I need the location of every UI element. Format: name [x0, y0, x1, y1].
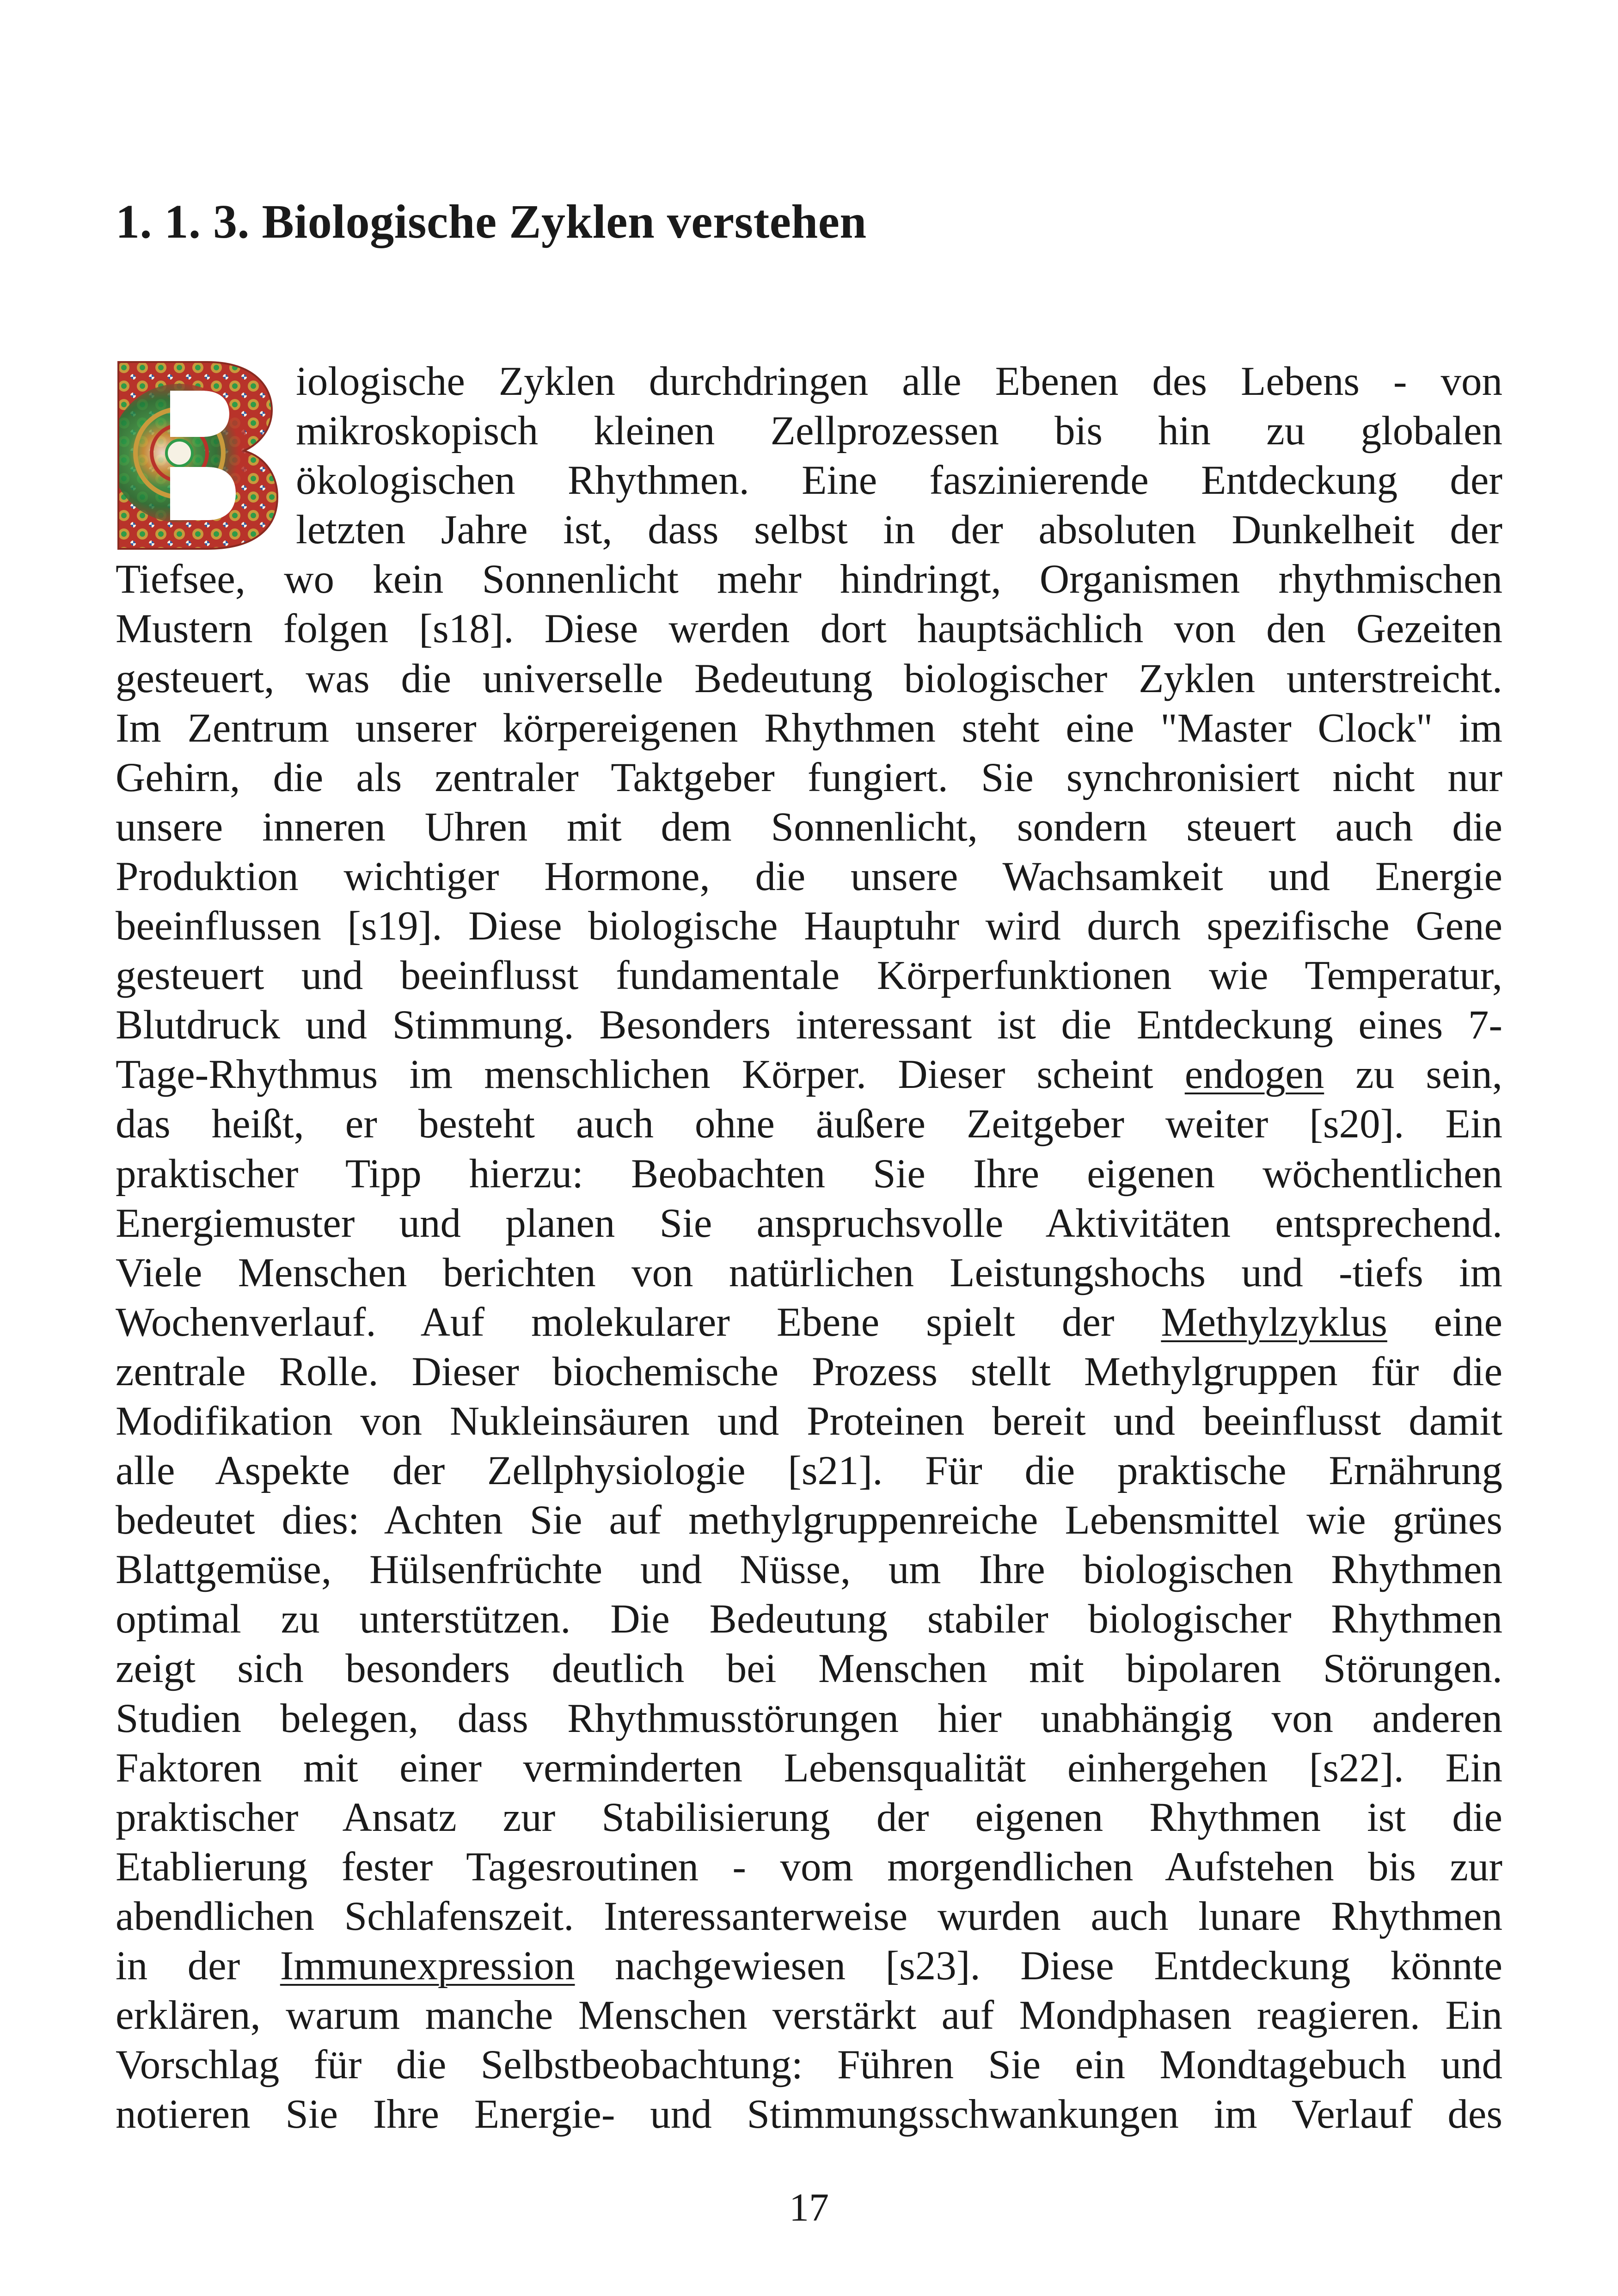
text-line: Blattgemüse, Hülsenfrüchte und Nüsse, um Ihre biologischen Rhythmen: [116, 1547, 1502, 1593]
text-line: praktischer Ansatz zur Stabilisierung der eigenen Rhythmen ist die: [116, 1794, 1502, 1840]
text-line: abendlichen Schlafenszeit. Interessanterweise wurden auch lunare Rhythmen: [116, 1893, 1502, 1939]
text-line: gesteuert, was die universelle Bedeutung biologischer Zyklen unterstreicht.: [116, 656, 1502, 701]
text-line: Im Zentrum unserer körpereigenen Rhythmen steht eine "Master Clock" im: [116, 705, 1502, 751]
section-heading: 1. 1. 3. Biologische Zyklen verstehen: [116, 195, 867, 248]
text-line: unsere inneren Uhren mit dem Sonnenlicht, sondern steuert auch die: [116, 804, 1502, 850]
text-line: optimal zu unterstützen. Die Bedeutung stabiler biologischer Rhythmen: [116, 1596, 1502, 1642]
text-line: das heißt, er besteht auch ohne äußere Zeitgeber weiter [s20]. Ein: [116, 1101, 1502, 1147]
text-line: in der Immunexpression nachgewiesen [s23]. Diese Entdeckung könnte: [116, 1943, 1502, 1989]
text-line: erklären, warum manche Menschen verstärkt auf Mondphasen reagieren. Ein: [116, 1993, 1502, 2038]
text-line: Vorschlag für die Selbstbeobachtung: Führen Sie ein Mondtagebuch und: [116, 2042, 1502, 2088]
text-line: Tage-Rhythmus im menschlichen Körper. Dieser scheint endogen zu sein,: [116, 1052, 1502, 1098]
underlined-term: Methylzyklus: [1161, 1299, 1387, 1345]
text-line: beeinflussen [s19]. Diese biologische Hauptuhr wird durch spezifische Gene: [116, 903, 1502, 949]
text-line: gesteuert und beeinflusst fundamentale Körperfunktionen wie Temperatur,: [116, 953, 1502, 999]
body-paragraph: [116, 357, 1502, 2139]
text-line: ökologischen Rhythmen. Eine faszinierende Entdeckung der: [296, 458, 1502, 503]
text-line: zentrale Rolle. Dieser biochemische Prozess stellt Methylgruppen für die: [116, 1349, 1502, 1394]
text-line: iologische Zyklen durchdringen alle Ebenen des Lebens - von: [296, 359, 1502, 404]
underlined-term: endogen: [1184, 1052, 1324, 1098]
text-line: letzten Jahre ist, dass selbst in der absoluten Dunkelheit der: [296, 507, 1502, 553]
text-line: Viele Menschen berichten von natürlichen Leistungshochs und -tiefs im: [116, 1250, 1502, 1295]
text-line: Faktoren mit einer verminderten Lebensqualität einhergehen [s22]. Ein: [116, 1745, 1502, 1791]
text-line: praktischer Tipp hierzu: Beobachten Sie Ihre eigenen wöchentlichen: [116, 1151, 1502, 1197]
text-line: Energiemuster und planen Sie anspruchsvolle Aktivitäten entsprechend.: [116, 1200, 1502, 1246]
text-line: bedeutet dies: Achten Sie auf methylgruppenreiche Lebensmittel wie grünes: [116, 1498, 1502, 1543]
text-line: Modifikation von Nukleinsäuren und Proteinen bereit und beeinflusst damit: [116, 1398, 1502, 1444]
text-line: Etablierung fester Tagesroutinen - vom morgendlichen Aufstehen bis zur: [116, 1844, 1502, 1890]
text-line: Blutdruck und Stimmung. Besonders interessant ist die Entdeckung eines 7-: [116, 1002, 1502, 1048]
text-line: Wochenverlauf. Auf molekularer Ebene spielt der Methylzyklus eine: [116, 1299, 1502, 1345]
page-number: 17: [789, 2185, 829, 2229]
underlined-term: Immunexpression: [280, 1943, 575, 1989]
text-line: alle Aspekte der Zellphysiologie [s21]. Für die praktische Ernährung: [116, 1448, 1502, 1494]
text-line: Produktion wichtiger Hormone, die unsere Wachsamkeit und Energie: [116, 853, 1502, 899]
text-line: Gehirn, die als zentraler Taktgeber fungiert. Sie synchronisiert nicht nur: [116, 755, 1502, 800]
text-line: Studien belegen, dass Rhythmusstörungen hier unabhängig von anderen: [116, 1695, 1502, 1741]
text-line: notieren Sie Ihre Energie- und Stimmungsschwankungen im Verlauf des: [116, 2092, 1502, 2137]
text-line: zeigt sich besonders deutlich bei Menschen mit bipolaren Störungen.: [116, 1646, 1502, 1692]
text-line: Mustern folgen [s18]. Diese werden dort hauptsächlich von den Gezeiten: [116, 606, 1502, 652]
text-line: mikroskopisch kleinen Zellprozessen bis hin zu globalen: [296, 408, 1502, 454]
text-line: Tiefsee, wo kein Sonnenlicht mehr hindringt, Organismen rhythmischen: [116, 557, 1502, 602]
